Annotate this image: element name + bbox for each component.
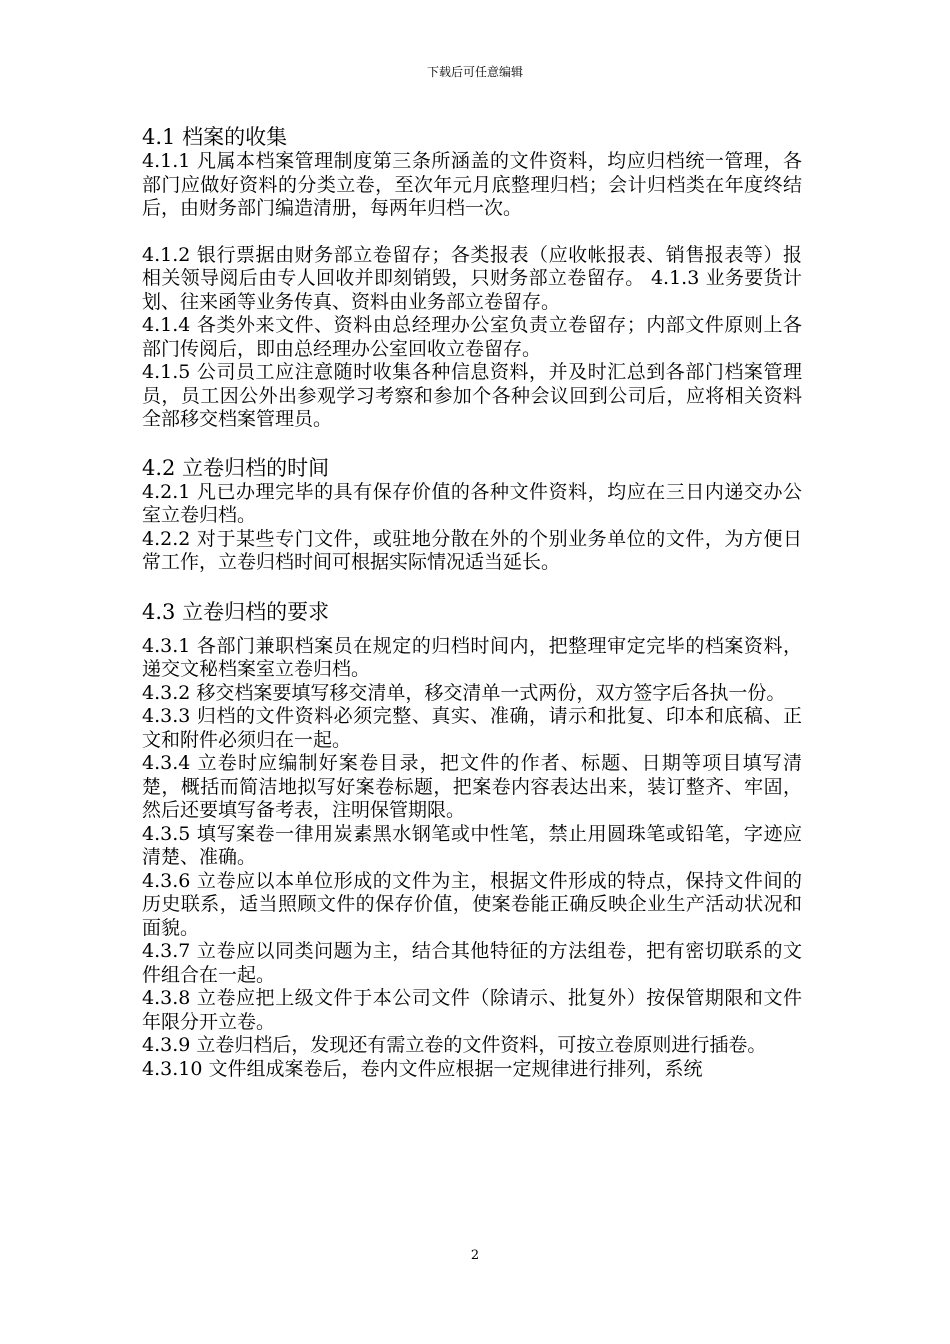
section-heading-4-1: 4.1 档案的收集 xyxy=(142,125,288,149)
section-heading-4-3: 4.3 立卷归档的要求 xyxy=(142,599,330,624)
paragraph-4-1-5: 4.1.5 公司员工应注意随时收集各种信息资料，并及时汇总到各部门档案管理员，员工因公外出参观学习考察和参加个各种会议回到公司后，应将相关资料全部移交档案管理员。 xyxy=(142,361,802,430)
paragraph-4-3-8: 4.3.8 立卷应把上级文件于本公司文件（除请示、批复外）按保管期限和文件年限分开立卷。 xyxy=(142,987,802,1033)
paragraph-4-3-6: 4.3.6 立卷应以本单位形成的文件为主，根据文件形成的特点，保持文件间的历史联系，适当照顾文件的保存价值，使案卷能正确反映企业生产活动状况和面貌。 xyxy=(142,869,802,939)
spacer xyxy=(142,625,802,635)
paragraph-4-3-10: 4.3.10 文件组成案卷后，卷内文件应根据一定规律进行排列，系统 xyxy=(142,1057,703,1080)
paragraph-4-3-5: 4.3.5 填写案卷一律用炭素黑水钢笔或中性笔，禁止用圆珠笔或铅笔，字迹应清楚、准确。 xyxy=(142,822,802,868)
document-body xyxy=(142,124,802,1081)
paragraph-4-1-1: 4.1.1 凡属本档案管理制度第三条所涵盖的文件资料，均应归档统一管理，各部门应做好资料的分类立卷，至次年元月底整理归档；会计归档类在年度终结后，由财务部门编造清册，每两年归档一次。 xyxy=(142,150,802,219)
section-heading-4-2: 4.2 立卷归档的时间 xyxy=(142,455,330,480)
paragraph-4-2-1: 4.2.1 凡已办理完毕的具有保存价值的各种文件资料，均应在三日内递交办公室立卷归档。 xyxy=(142,480,802,526)
paragraph-4-1-2: 4.1.2 银行票据由财务部立卷留存；各类报表（应收帐报表、销售报表等）报相关领导阅后由专人回收并即刻销毁，只财务部立卷留存。 4.1.3 业务要货计划、往来函等业务传真、资料由业务部立卷留存。 xyxy=(142,243,802,313)
paragraph-4-3-7: 4.3.7 立卷应以同类问题为主，结合其他特征的方法组卷，把有密切联系的文件组合在一起。 xyxy=(142,940,802,986)
paragraph-4-2-2: 4.2.2 对于某些专门文件，或驻地分散在外的个别业务单位的文件，为方便日常工作，立卷归档时间可根据实际情况适当延长。 xyxy=(142,527,802,573)
page-number: 2 xyxy=(470,1248,480,1263)
spacer xyxy=(142,432,802,455)
paragraph-4-3-3: 4.3.3 归档的文件资料必须完整、真实、准确，请示和批复、印本和底稿、正文和附件必须归在一起。 xyxy=(142,705,802,751)
paragraph-4-3-9: 4.3.9 立卷归档后，发现还有需立卷的文件资料，可按立卷原则进行插卷。 xyxy=(142,1034,767,1056)
paragraph-4-3-2: 4.3.2 移交档案要填写移交清单，移交清单一式两份，双方签字后各执一份。 xyxy=(142,681,786,704)
spacer xyxy=(142,221,802,244)
page-header: 下载后可任意编辑 xyxy=(426,65,523,79)
paragraph-4-3-1: 4.3.1 各部门兼职档案员在规定的归档时间内，把整理审定完毕的档案资料，递交文秘档案室立卷归档。 xyxy=(142,634,802,680)
paragraph-4-3-4: 4.3.4 立卷时应编制好案卷目录，把文件的作者、标题、日期等项目填写清楚，概括而简洁地拟写好案卷标题，把案卷内容表达出来，装订整齐、牢固，然后还要填写备考表，注明保管期限。 xyxy=(142,752,802,821)
paragraph-4-1-4: 4.1.4 各类外来文件、资料由总经理办公室负责立卷留存；内部文件原则上各部门传阅后，即由总经理办公室回收立卷留存。 xyxy=(142,314,802,360)
spacer xyxy=(142,575,802,599)
